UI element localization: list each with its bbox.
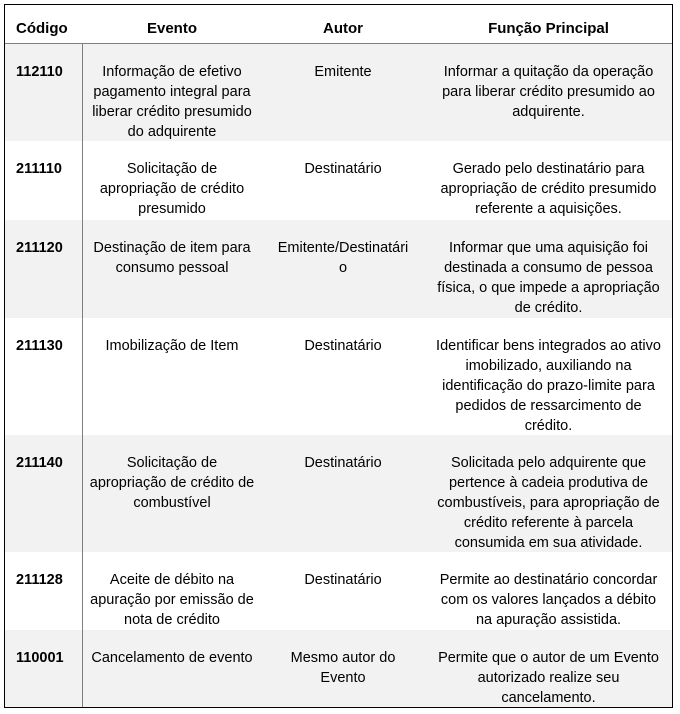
table-row xyxy=(5,552,672,630)
header-autor: Autor xyxy=(323,20,363,37)
cell-codigo: 112110 xyxy=(16,64,63,80)
table-row xyxy=(5,220,672,318)
cell-evento: Informação de efetivo pagamento integral para liberar crédito presumido do adquirente xyxy=(92,64,252,140)
header-funcao: Função Principal xyxy=(488,20,609,37)
cell-codigo: 211120 xyxy=(16,240,63,256)
cell-autor: Destinatário xyxy=(304,338,382,354)
cell-autor: Destinatário xyxy=(304,161,382,177)
cell-codigo: 110001 xyxy=(16,650,64,666)
cell-autor: Destinatário xyxy=(304,572,382,588)
cell-evento: Imobilização de Item xyxy=(105,338,239,354)
cell-codigo: 211130 xyxy=(16,338,63,354)
cell-evento: Cancelamento de evento xyxy=(91,650,253,666)
cell-funcao: Gerado pelo destinatário para apropriação de crédito presumido referente a aquisições. xyxy=(440,161,657,217)
cell-autor: Emitente/Destinatário xyxy=(277,240,409,276)
header-codigo: Código xyxy=(16,20,68,37)
table-row xyxy=(5,435,672,552)
cell-funcao: Informar que uma aquisição foi destinada a consumo de pessoa física, o que impede a apropriação de crédito. xyxy=(437,240,660,316)
cell-evento: Destinação de item para consumo pessoal xyxy=(93,240,251,276)
cell-autor: Destinatário xyxy=(304,455,382,471)
cell-funcao: Solicitada pelo adquirente que pertence à cadeia produtiva de combustíveis, para apropriação de crédito referente à parcela consumida em sua atividade. xyxy=(437,455,660,551)
cell-autor: Emitente xyxy=(314,64,372,80)
cell-evento: Aceite de débito na apuração por emissão de nota de crédito xyxy=(90,572,254,628)
table-row xyxy=(5,141,672,220)
cell-codigo: 211140 xyxy=(16,455,63,471)
cell-funcao: Informar a quitação da operação para liberar crédito presumido ao adquirente. xyxy=(442,64,655,120)
cell-autor: Mesmo autor do Evento xyxy=(290,650,396,686)
cell-evento: Solicitação de apropriação de crédito de combustível xyxy=(89,455,255,511)
events-table xyxy=(4,4,673,708)
cell-evento: Solicitação de apropriação de crédito presumido xyxy=(99,161,245,217)
cell-funcao: Permite ao destinatário concordar com os valores lançados a débito na apuração assistida. xyxy=(439,572,658,628)
cell-funcao: Permite que o autor de um Evento autorizado realize seu cancelamento. xyxy=(438,650,659,706)
cell-codigo: 211128 xyxy=(16,572,63,588)
cell-codigo: 211110 xyxy=(16,161,62,177)
column-divider xyxy=(82,44,83,707)
header-evento: Evento xyxy=(146,20,197,37)
cell-funcao: Identificar bens integrados ao ativo imobilizado, auxiliando na identificação do prazo-limite para pedidos de ressarcimento de crédito. xyxy=(436,338,661,434)
table-header-row xyxy=(5,5,672,44)
table-row xyxy=(5,44,672,141)
table-row xyxy=(5,318,672,435)
table-row xyxy=(5,630,672,707)
